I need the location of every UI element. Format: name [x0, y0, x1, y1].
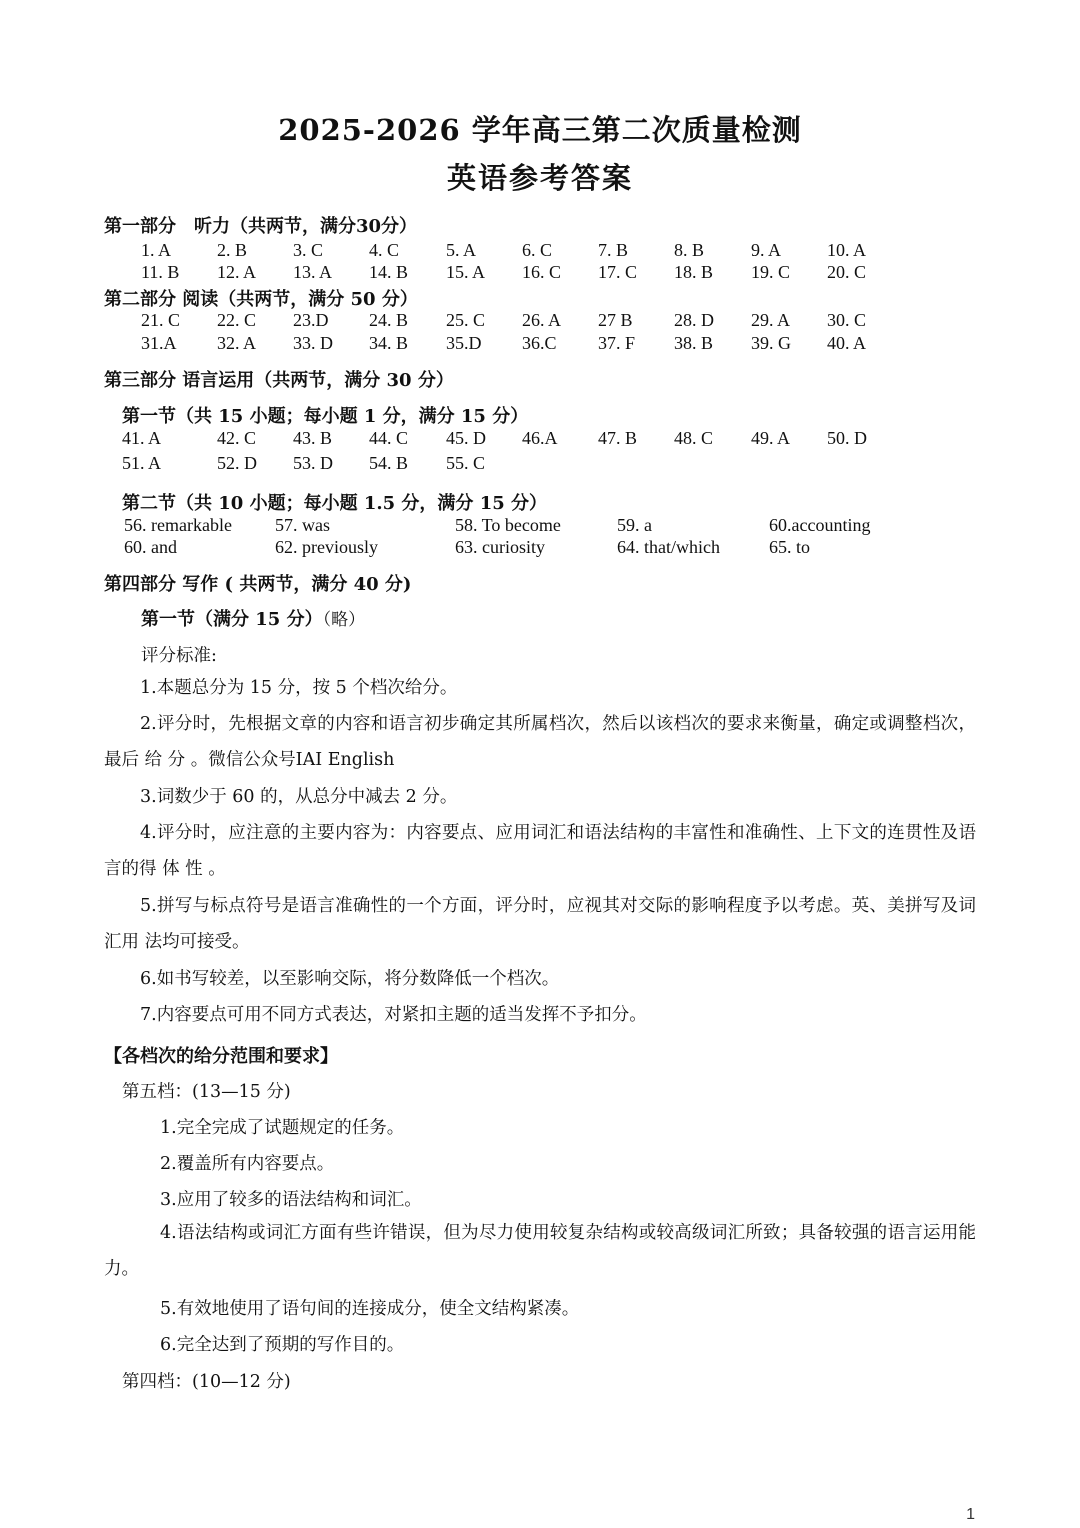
- criteria-label: 评分标准:: [141, 646, 217, 666]
- criteria-item: 4.评分时，应注意的主要内容为：内容要点、应用词汇和语法结构的丰富性和准确性、上下文的连贯性及语言的得 体 性 。: [104, 823, 976, 879]
- level5-item: 6.完全达到了预期的写作目的。: [160, 1335, 405, 1355]
- part3-section2-heading: 第二节（共 10 小题；每小题 1.5 分，满分 15 分）: [122, 493, 548, 514]
- level4-label: 第四档：(10—12 分): [122, 1372, 291, 1392]
- level5-label: 第五档：(13—15 分): [122, 1082, 291, 1102]
- answer-cell: 65. to: [769, 537, 811, 557]
- part2-heading: 第二部分 阅读（共两节，满分 50 分）: [104, 289, 418, 310]
- level5-item: 3.应用了较多的语法结构和词汇。: [160, 1190, 422, 1210]
- answer-cell: 23.D: [293, 310, 329, 330]
- answer-cell: 42. C: [217, 428, 257, 448]
- criteria-item: 2.评分时，先根据文章的内容和语言初步确定其所属档次，然后以该档次的要求来衡量，确定或调整档次，最后 给 分 。微信公众号IAI English: [104, 714, 976, 770]
- criteria-item: 6.如书写较差，以至影响交际，将分数降低一个档次。: [140, 969, 560, 989]
- answer-cell: 26. A: [522, 310, 562, 330]
- level5-item: 4.语法结构或词汇方面有些许错误，但为尽力使用较复杂结构或较高级词汇所致；具备较强的语言运用能力。: [104, 1223, 976, 1279]
- part4-section1-heading: [141, 605, 365, 631]
- answer-cell: 55. C: [446, 453, 486, 473]
- answer-cell: 64. that/which: [617, 537, 720, 557]
- page-title: 2025-2026 学年高三第二次质量检测: [278, 113, 802, 147]
- answer-cell: 45. D: [446, 428, 486, 448]
- criteria-item: 1.本题总分为 15 分，按 5 个档次给分。: [140, 678, 458, 698]
- answer-cell: 30. C: [827, 310, 867, 330]
- answer-cell: 38. B: [674, 333, 714, 353]
- answer-cell: 9. A: [751, 240, 782, 260]
- answer-cell: 6. C: [522, 240, 553, 260]
- page-number: 1: [966, 1506, 975, 1523]
- answer-cell: 49. A: [751, 428, 791, 448]
- answer-cell: 36.C: [522, 333, 557, 353]
- answer-cell: 5. A: [446, 240, 477, 260]
- answer-cell: 44. C: [369, 428, 409, 448]
- answer-cell: 25. C: [446, 310, 486, 330]
- answer-cell: 58. To become: [455, 515, 561, 535]
- answer-cell: 2. B: [217, 240, 248, 260]
- answer-cell: 41. A: [122, 428, 162, 448]
- answer-cell: 31.A: [141, 333, 177, 353]
- level5-item: 1.完全完成了试题规定的任务。: [160, 1118, 405, 1138]
- answer-cell: 39. G: [751, 333, 791, 353]
- answer-cell: 10. A: [827, 240, 867, 260]
- answer-cell: 15. A: [446, 262, 486, 282]
- answer-cell: 52. D: [217, 453, 257, 473]
- answer-cell: 57. was: [275, 515, 330, 535]
- answer-cell: 1. A: [141, 240, 172, 260]
- criteria-item: 7.内容要点可用不同方式表达，对紧扣主题的适当发挥不予扣分。: [140, 1005, 647, 1025]
- answer-cell: 37. F: [598, 333, 636, 353]
- part4-heading: 第四部分 写作 ( 共两节，满分 40 分): [104, 574, 412, 595]
- answer-cell: 13. A: [293, 262, 333, 282]
- answer-cell: 27 B: [598, 310, 633, 330]
- levels-heading: 【各档次的给分范围和要求】: [104, 1046, 338, 1067]
- criteria-item: 5.拼写与标点符号是语言准确性的一个方面，评分时，应视其对交际的影响程度予以考虑。英、美拼写及词汇用 法均可接受。: [104, 896, 976, 952]
- answer-cell: 62. previously: [275, 537, 378, 557]
- answer-cell: 63. curiosity: [455, 537, 545, 557]
- answer-cell: 56. remarkable: [124, 515, 232, 535]
- answer-cell: 21. C: [141, 310, 181, 330]
- answer-cell: 29. A: [751, 310, 791, 330]
- answer-cell: 50. D: [827, 428, 867, 448]
- answer-cell: 34. B: [369, 333, 409, 353]
- part3-heading: 第三部分 语言运用（共两节，满分 30 分）: [104, 370, 454, 391]
- answer-cell: 53. D: [293, 453, 333, 473]
- answer-cell: 60.accounting: [769, 515, 871, 535]
- section1-note: （略）: [322, 610, 366, 630]
- answer-cell: 24. B: [369, 310, 409, 330]
- level5-item: 2.覆盖所有内容要点。: [160, 1154, 335, 1174]
- answer-cell: 46.A: [522, 428, 558, 448]
- answer-cell: 59. a: [617, 515, 652, 535]
- criteria-item: 3.词数少于 60 的，从总分中减去 2 分。: [140, 787, 458, 807]
- answer-cell: 4. C: [369, 240, 400, 260]
- answer-cell: 22. C: [217, 310, 257, 330]
- answer-cell: 3. C: [293, 240, 324, 260]
- answer-cell: 40. A: [827, 333, 867, 353]
- answer-cell: 32. A: [217, 333, 257, 353]
- answer-cell: 8. B: [674, 240, 705, 260]
- answer-cell: 33. D: [293, 333, 333, 353]
- answer-cell: 17. C: [598, 262, 638, 282]
- answer-cell: 47. B: [598, 428, 638, 448]
- answer-cell: 14. B: [369, 262, 409, 282]
- answer-cell: 11. B: [141, 262, 180, 282]
- level5-item: 5.有效地使用了语句间的连接成分，使全文结构紧凑。: [160, 1299, 580, 1319]
- answer-cell: 12. A: [217, 262, 257, 282]
- answer-cell: 28. D: [674, 310, 714, 330]
- answer-cell: 51. A: [122, 453, 162, 473]
- answer-cell: 48. C: [674, 428, 714, 448]
- answer-cell: 20. C: [827, 262, 867, 282]
- part1-heading: 第一部分 听力（共两节，满分30分）: [104, 216, 418, 237]
- answer-cell: 35.D: [446, 333, 482, 353]
- answer-cell: 18. B: [674, 262, 714, 282]
- answer-cell: 19. C: [751, 262, 791, 282]
- answer-cell: 43. B: [293, 428, 333, 448]
- answer-cell: 54. B: [369, 453, 409, 473]
- answer-cell: 60. and: [124, 537, 177, 557]
- page-subtitle: 英语参考答案: [446, 161, 633, 195]
- part3-section1-heading: 第一节（共 15 小题；每小题 1 分，满分 15 分）: [122, 406, 529, 427]
- answer-cell: 16. C: [522, 262, 562, 282]
- answer-cell: 7. B: [598, 240, 629, 260]
- section1-title: 第一节（满分 15 分）: [141, 609, 323, 630]
